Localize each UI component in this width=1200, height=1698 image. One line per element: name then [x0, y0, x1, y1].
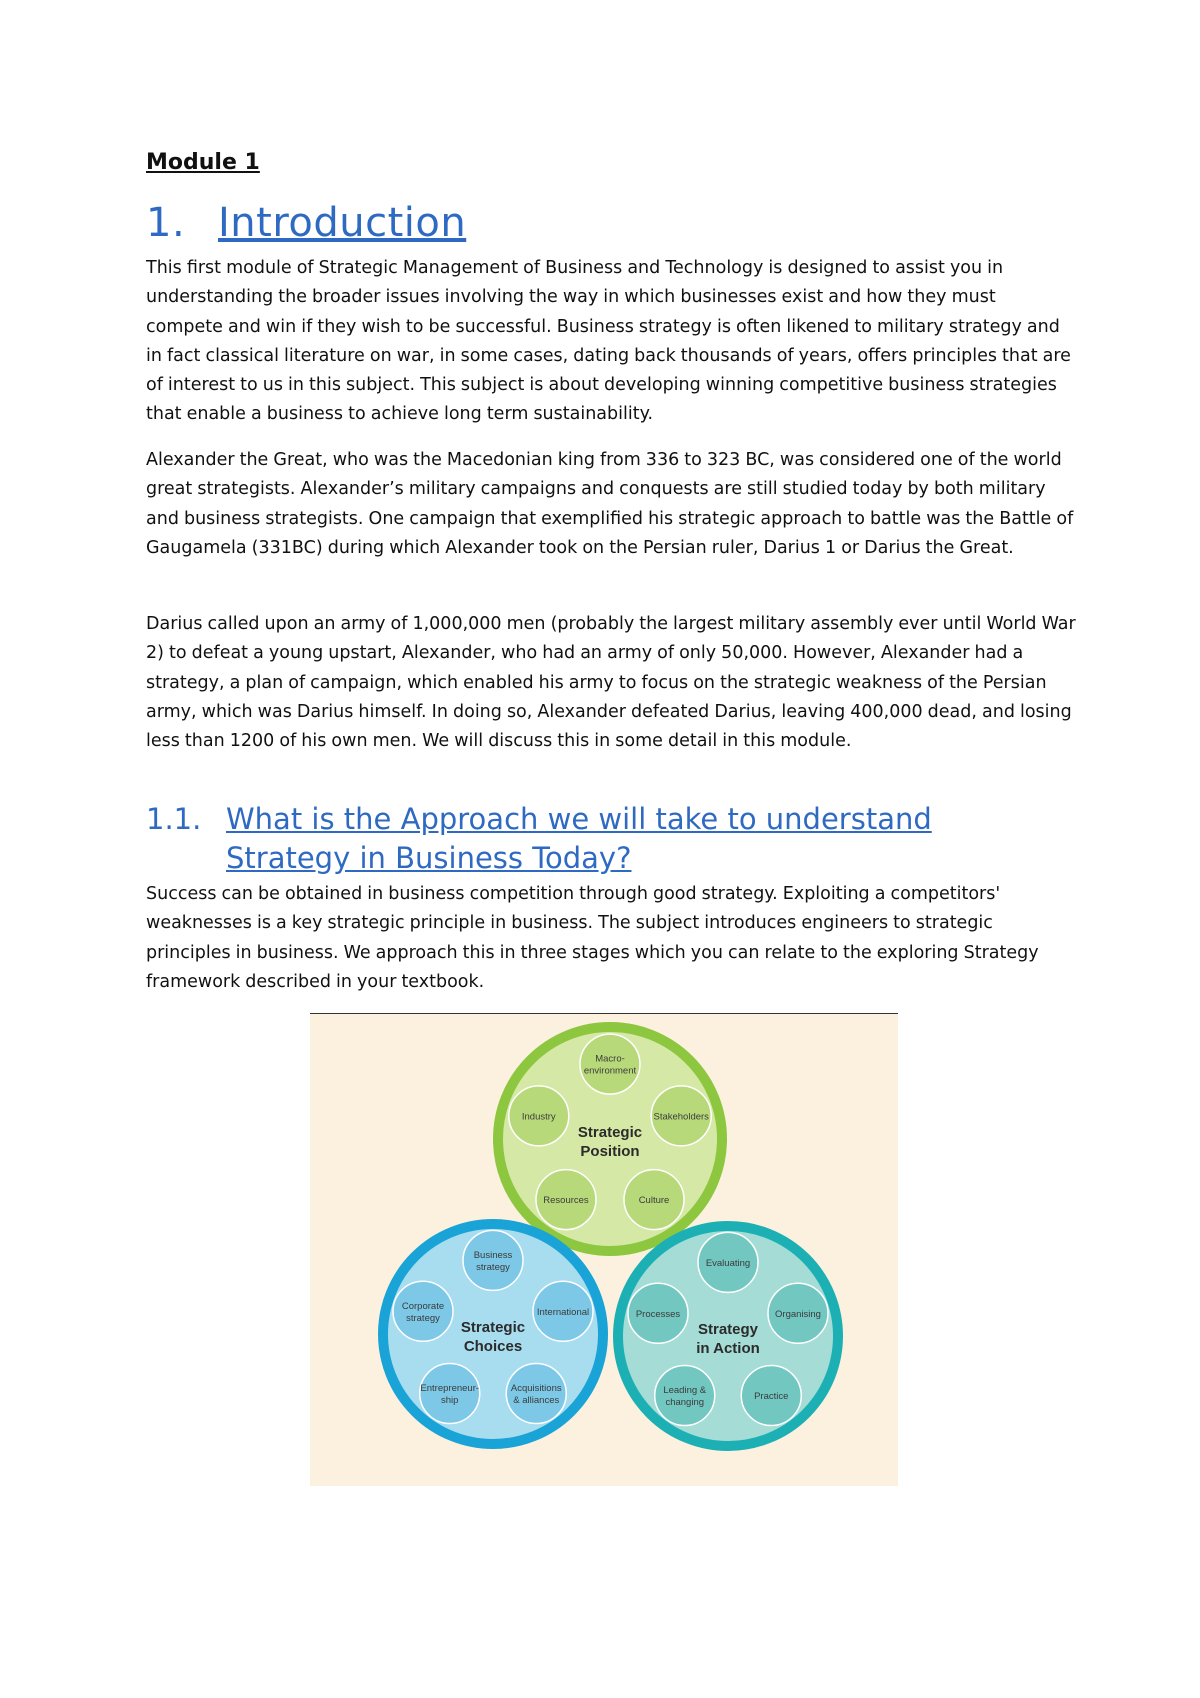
choices-item-label: Corporate	[401, 1300, 445, 1312]
position-item	[509, 1086, 569, 1146]
module-label: Module 1	[146, 150, 260, 175]
position-item-label: Culture	[638, 1195, 670, 1207]
action-title-line1: Strategy	[697, 1321, 759, 1338]
choices-title-line2: Choices	[463, 1338, 523, 1355]
choices-item-label: International	[536, 1306, 590, 1318]
position-item-label: Stakeholders	[653, 1111, 709, 1123]
strategy-framework-figure	[310, 1013, 898, 1486]
choices-item-label: Business	[473, 1249, 513, 1261]
heading-title: Introduction	[218, 200, 467, 246]
subheading-title-line1: What is the Approach we will take to understand	[226, 802, 932, 836]
choices-item-label: strategy	[406, 1312, 440, 1324]
action-item-label: Organising	[775, 1308, 821, 1320]
action-item-label: changing	[665, 1397, 705, 1409]
action-item-label: Processes	[635, 1308, 681, 1320]
action-item	[655, 1366, 715, 1426]
action-item	[768, 1283, 828, 1343]
choices-item-label: & alliances	[513, 1395, 560, 1407]
strategy-framework-diagram	[310, 1014, 898, 1484]
choices-item	[506, 1364, 566, 1424]
paragraph-success: Success can be obtained in business competition through good strategy. Exploiting a competitors' weaknesses is a key strategic principle in business. The subject introduces engineers to strategic principles in business. We approach this in three stages which you can relate to the exploring Strategy framework described in your textbook.	[146, 884, 1039, 992]
choices-item	[393, 1281, 453, 1341]
action-item	[698, 1232, 758, 1292]
position-item	[536, 1170, 596, 1230]
position-title-line2: Position	[580, 1143, 640, 1160]
position-item-label: Macro-	[595, 1053, 625, 1065]
position-item	[624, 1170, 684, 1230]
action-item-label: Leading &	[663, 1385, 707, 1397]
choices-item	[533, 1281, 593, 1341]
position-item-label: environment	[583, 1065, 637, 1077]
action-item-label: Practice	[754, 1391, 789, 1403]
paragraph-darius: Darius called upon an army of 1,000,000 men (probably the largest military assembly ever until World War 2) to defeat a young upstart, Alexander, who had an army of only 50,000. However, Alexander had a strategy, a plan of campaign, which enabled his army to focus on the strategic weakness of the Persian army, which was Darius himself. In doing so, Alexander defeated Darius, leaving 400,000 dead, and losing less than 1200 of his own men. We will discuss this in some detail in this module.	[146, 614, 1076, 752]
position-item	[651, 1086, 711, 1146]
choices-circle	[383, 1224, 603, 1444]
choices-item-label: strategy	[476, 1261, 510, 1273]
position-item-label: Industry	[521, 1111, 556, 1123]
position-item	[580, 1034, 640, 1094]
action-circle	[618, 1226, 838, 1446]
choices-item-label: ship	[441, 1395, 459, 1407]
action-title-line2: in Action	[696, 1340, 760, 1357]
choices-item-label: Acquisitions	[510, 1383, 562, 1395]
choices-item	[420, 1364, 480, 1424]
action-item	[741, 1366, 801, 1426]
heading-introduction	[146, 200, 466, 246]
position-title-line1: Strategic	[577, 1124, 643, 1141]
choices-item	[463, 1230, 523, 1290]
subheading-title-line2: Strategy in Business Today?	[226, 841, 632, 875]
heading-approach	[146, 800, 1076, 878]
choices-item-label: Entrepreneur-	[420, 1383, 480, 1395]
heading-number: 1.	[146, 200, 186, 246]
subheading-number: 1.1.	[146, 802, 202, 836]
paragraph-intro: This first module of Strategic Management of Business and Technology is designed to assist you in understanding the broader issues involving the way in which businesses exist and how they must compete and win if they wish to be successful. Business strategy is often likened to military strategy and in fact classical literature on war, in some cases, dating back thousands of years, offers principles that are of interest to us in this subject. This subject is about developing winning competitive business strategies that enable a business to achieve long term sustainability.	[146, 258, 1071, 425]
paragraph-alexander: Alexander the Great, who was the Macedonian king from 336 to 323 BC, was considered one of the world great strategists. Alexander’s military campaigns and conquests are still studied today by both military and business strategists. One campaign that exemplified his strategic approach to battle was the Battle of Gaugamela (331BC) during which Alexander took on the Persian ruler, Darius 1 or Darius the Great.	[146, 450, 1074, 558]
action-item	[628, 1283, 688, 1343]
action-item-label: Evaluating	[705, 1257, 751, 1269]
position-item-label: Resources	[543, 1195, 589, 1207]
choices-title-line1: Strategic	[460, 1319, 526, 1336]
position-circle	[498, 1027, 722, 1251]
